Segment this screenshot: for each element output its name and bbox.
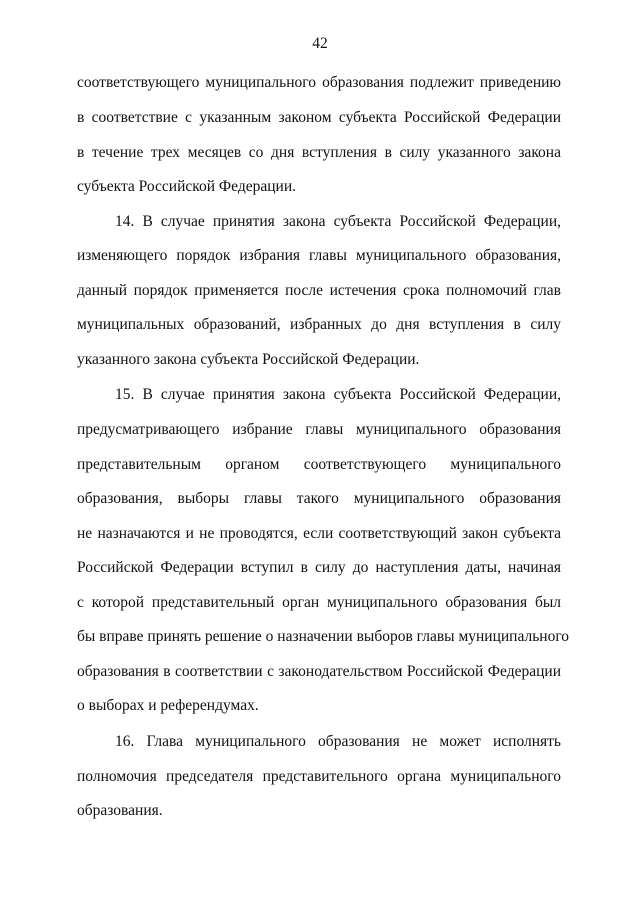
paragraph-line: представительным органом соответствующего муниципального (77, 456, 561, 473)
paragraph-line: не назначаются и не проводятся, если соответствующий закон субъекта (77, 525, 561, 542)
paragraph-line: бы вправе принять решение о назначении выборов главы муниципального (77, 628, 570, 645)
paragraph-line: изменяющего порядок избрания главы муниципального образования, (77, 247, 561, 264)
paragraph-line: полномочия председателя представительного органа муниципального (77, 768, 561, 785)
paragraph-line: в соответствие с указанным законом субъекта Российской Федерации (77, 109, 561, 126)
paragraph-line: Российской Федерации вступил в силу до наступления даты, начиная (77, 559, 561, 576)
paragraph-line: субъекта Российской Федерации. (77, 178, 296, 195)
paragraph-line: указанного закона субъекта Российской Федерации. (77, 351, 420, 368)
paragraph-line: с которой представительный орган муниципального образования был (77, 594, 561, 611)
paragraph-line: образования, выборы главы такого муниципального образования (77, 490, 561, 507)
paragraph-line: образования в соответствии с законодательством Российской Федерации (77, 663, 561, 680)
paragraph-line: 16. Глава муниципального образования не может исполнять (115, 733, 561, 750)
paragraph-line: 15. В случае принятия закона субъекта Российской Федерации, (115, 386, 561, 403)
paragraph-line: предусматривающего избрание главы муниципального образования (77, 421, 561, 438)
paragraph-line: муниципальных образований, избранных до дня вступления в силу (77, 316, 561, 333)
page-number: 42 (312, 35, 328, 52)
paragraph-line: о выборах и референдумах. (77, 697, 259, 714)
paragraph-line: в течение трех месяцев со дня вступления в силу указанного закона (77, 144, 561, 161)
paragraph-line: соответствующего муниципального образования подлежит приведению (77, 74, 561, 91)
paragraph-line: 14. В случае принятия закона субъекта Российской Федерации, (115, 213, 561, 230)
paragraph-line: данный порядок применяется после истечения срока полномочий глав (77, 282, 561, 299)
paragraph-line: образования. (77, 802, 163, 819)
